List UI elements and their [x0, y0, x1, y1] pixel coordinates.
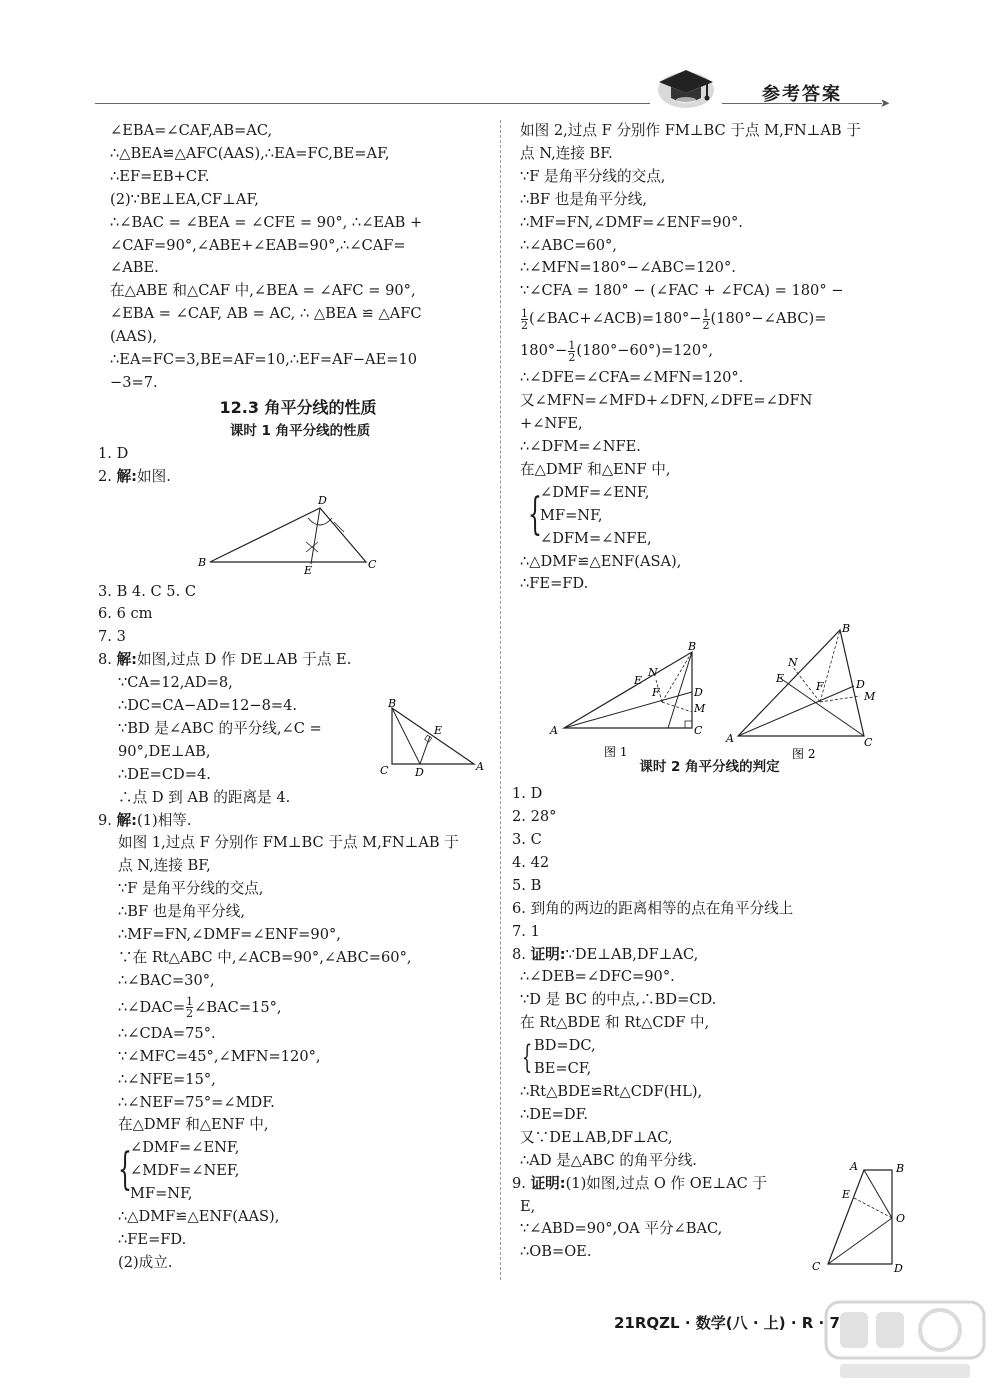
point-label: O — [896, 1212, 906, 1225]
text-line: ∴EF=EB+CF. — [110, 167, 210, 185]
text-line: 点 N,连接 BF, — [118, 857, 211, 875]
text-line: ∠DMF=∠ENF, — [540, 483, 650, 501]
text-line: ∴点 D 到 AB 的距离是 4. — [118, 788, 291, 806]
text-line: ∵BD 是∠ABC 的平分线,∠C = — [118, 719, 322, 737]
figure-caption: 图 2 — [792, 747, 816, 761]
text-line: ∴AD 是△ABC 的角平分线. — [520, 1151, 697, 1169]
point-label: E — [304, 564, 313, 574]
text-line: 如图 1,过点 F 分别作 FM⊥BC 于点 M,FN⊥AB 于 — [118, 834, 459, 852]
answer-number: 8. — [512, 945, 531, 963]
point-label: F — [652, 686, 660, 699]
point-label: D — [694, 686, 703, 699]
text-line: BD=DC, — [534, 1037, 596, 1055]
text-line: 在△DMF 和△ENF 中, — [520, 460, 671, 478]
fraction — [568, 340, 575, 363]
text-line: E, — [520, 1197, 536, 1215]
point-label: N — [788, 656, 798, 669]
text-line: ∴∠CDA=75°. — [118, 1024, 216, 1042]
text-line: BE=CF, — [534, 1060, 592, 1078]
answer-number: 8. — [98, 651, 117, 669]
answer-label: 解: — [116, 811, 138, 829]
answer-6: 6. 到角的两边的距离相等的点在角平分线上 — [512, 899, 794, 917]
text-line: ∠DMF=∠ENF, — [130, 1139, 240, 1157]
text-line: 在△ABE 和△CAF 中,∠BEA = ∠AFC = 90°, — [110, 282, 416, 300]
answer-label: 证明: — [530, 945, 566, 963]
answer-number: 9. — [98, 811, 117, 829]
point-label: D — [415, 766, 424, 778]
text-line: ∴BF 也是角平分线, — [520, 190, 647, 208]
brace-system — [512, 1035, 907, 1081]
answer-6: 6. 6 cm — [98, 605, 153, 623]
text-line: 在 Rt△BDE 和 Rt△CDF 中, — [520, 1014, 710, 1032]
math-text: (∠BAC+∠ACB)=180°− — [529, 310, 702, 328]
text-line: ∴DE=DF. — [520, 1105, 589, 1123]
point-label: A — [550, 724, 558, 737]
answer-4: 4. 42 — [512, 853, 550, 871]
point-label: C — [380, 764, 389, 777]
answer-3: 3. C — [512, 831, 542, 849]
fraction-line — [110, 993, 490, 1023]
brace-icon: { — [118, 1144, 132, 1196]
text-line: (2)成立. — [118, 1253, 173, 1271]
text-line: ∵∠MFC=45°,∠MFN=120°, — [118, 1047, 321, 1065]
text-line: ∵F 是角平分线的交点, — [520, 167, 666, 185]
triangle-figure-q8 — [378, 698, 486, 778]
answer-text: ∵DE⊥AB,DF⊥AC, — [565, 945, 699, 963]
answer-text: 如图,过点 D 作 DE⊥AB 于点 E. — [137, 651, 352, 669]
text-line: ∴DC=CA−AD=12−8=4. — [118, 697, 298, 715]
text-line: ∠EBA = ∠CAF, AB = AC, ∴ △BEA ≌ △AFC — [110, 305, 422, 323]
text-line: ∴△DMF≌△ENF(ASA), — [520, 552, 682, 570]
text-line: ∠MDF=∠NEF, — [130, 1162, 240, 1180]
text-line: ∴∠DEB=∠DFC=90°. — [520, 968, 675, 986]
point-label: D — [318, 494, 327, 507]
text-line: 点 N,连接 BF. — [520, 144, 613, 162]
point-label: E — [634, 674, 643, 687]
answer-7: 7. 1 — [512, 922, 540, 940]
text-line: MF=NF, — [130, 1185, 193, 1203]
answer-3-5: 3. B 4. C 5. C — [98, 582, 197, 600]
graduation-cap-icon — [655, 60, 717, 112]
text-line: ∴∠BAC=30°, — [118, 971, 215, 989]
answer-label: 证明: — [530, 1174, 566, 1192]
text-line: ∴∠BAC = ∠BEA = ∠CFE = 90°, ∴∠EAB + — [110, 213, 423, 231]
answer-number: 9. — [512, 1174, 531, 1192]
answer-2: 2. 28° — [512, 808, 557, 826]
text-line: ∵F 是角平分线的交点, — [118, 880, 264, 898]
answer-label: 解: — [116, 651, 138, 669]
answer-label: 解: — [116, 467, 138, 485]
point-label: E — [434, 724, 443, 737]
point-label: E — [842, 1188, 851, 1201]
text-line: ∠EBA=∠CAF,AB=AC, — [110, 122, 273, 139]
answer-1: 1. D — [512, 785, 543, 803]
text-line: ∴△DMF≌△ENF(AAS), — [118, 1208, 280, 1226]
answer-2 — [98, 466, 490, 489]
watermark-logo — [820, 1296, 990, 1386]
point-label: M — [864, 690, 876, 703]
text-line: ∴MF=FN,∠DMF=∠ENF=90°. — [520, 213, 743, 231]
text-line: ∵在 Rt△ABC 中,∠ACB=90°,∠ABC=60°, — [118, 949, 412, 966]
text-line: ∴∠DFE=∠CFA=∠MFN=120°. — [520, 369, 744, 387]
text-line: ∴DE=CD=4. — [118, 765, 211, 783]
text-line: ∴OB=OE. — [520, 1243, 592, 1261]
fraction-numerator: 1 — [702, 306, 710, 320]
text-line: ∵∠CFA = 180° − (∠FAC + ∠FCA) = 180° − — [520, 282, 844, 300]
math-text: ∴∠DAC= — [118, 998, 186, 1016]
text-line: −3=7. — [110, 373, 158, 391]
text-line: ∠ABE. — [110, 259, 159, 277]
answer-9 — [98, 810, 490, 833]
answer-7: 7. 3 — [98, 628, 126, 646]
point-label: C — [368, 558, 377, 571]
figure-caption: 图 1 — [604, 745, 628, 759]
text-line: (2)∵BE⊥EA,CF⊥AF, — [110, 190, 259, 208]
text-line: ∴Rt△BDE≌Rt△CDF(HL), — [520, 1083, 703, 1100]
text-line: ∵CA=12,AD=8, — [118, 674, 233, 692]
point-label: A — [726, 732, 734, 745]
fraction-numerator: 1 — [568, 338, 576, 352]
text-line: ∠DFM=∠NFE, — [540, 529, 652, 547]
fraction-line — [512, 303, 907, 335]
page-footer: 21RQZL · 数学(八 · 上) · R · 7 — [614, 1314, 840, 1332]
brace-system — [110, 1137, 490, 1206]
point-label: B — [896, 1162, 905, 1175]
text-line: ∴△BEA≌△AFC(AAS),∴EA=FC,BE=AF, — [110, 144, 390, 162]
point-label: E — [776, 672, 785, 685]
figure-2 — [722, 620, 892, 768]
point-label: B — [198, 556, 207, 569]
answer-text: (1)如图,过点 O 作 OE⊥AC 于 — [565, 1174, 768, 1192]
point-label: N — [648, 666, 658, 679]
answer-8 — [98, 649, 490, 672]
fraction — [186, 996, 193, 1019]
answer-text: 如图. — [137, 467, 171, 485]
text-line: ∴∠DFM=∠NFE. — [520, 437, 641, 455]
point-label: D — [894, 1262, 903, 1275]
point-label: B — [388, 698, 397, 710]
text-line: ∴∠NFE=15°, — [118, 1070, 216, 1088]
point-label: C — [812, 1260, 821, 1273]
fraction-numerator: 1 — [186, 995, 194, 1009]
text-line: MF=NF, — [540, 506, 603, 524]
point-label: B — [842, 622, 851, 635]
answer-5: 5. B — [512, 876, 542, 894]
answer-number: 2. — [98, 467, 117, 485]
answer-text: (1)相等. — [137, 811, 192, 829]
fraction-numerator: 1 — [521, 306, 528, 320]
triangle-figure-q2 — [196, 492, 386, 574]
figure-q9 — [806, 1158, 912, 1278]
fraction — [521, 308, 528, 331]
brace-lines — [540, 482, 652, 551]
text-line: 又∠MFN=∠MFD+∠DFN,∠DFE=∠DFN — [520, 392, 813, 410]
math-text: ∠BAC=15°, — [194, 998, 282, 1016]
text-line: ∴∠MFN=180°−∠ABC=120°. — [520, 259, 736, 277]
text-line: ∵∠ABD=90°,OA 平分∠BAC, — [520, 1220, 723, 1238]
text-line: ∴BF 也是角平分线, — [118, 903, 245, 921]
answer-8 — [512, 944, 907, 967]
point-label: D — [856, 678, 865, 691]
fraction — [703, 308, 710, 331]
math-text: (180°−∠ABC)= — [710, 310, 827, 328]
brace-lines — [534, 1035, 596, 1081]
header-rule-left — [95, 103, 650, 104]
point-label: A — [476, 760, 484, 773]
text-line: ∴FE=FD. — [520, 575, 589, 593]
point-label: C — [694, 724, 703, 737]
text-line: ∠CAF=90°,∠ABE+∠EAB=90°,∴∠CAF= — [110, 236, 406, 254]
brace-system — [512, 482, 907, 551]
text-line: 在△DMF 和△ENF 中, — [118, 1116, 269, 1134]
math-text: (180°−60°)=120°, — [576, 342, 714, 360]
brace-icon: { — [528, 488, 542, 540]
math-text: 180°− — [520, 342, 568, 360]
text-line: 又∵DE⊥AB,DF⊥AC, — [520, 1128, 673, 1146]
text-line: ∴EA=FC=3,BE=AF=10,∴EF=AF−AE=10 — [110, 351, 418, 369]
text-line: 90°,DE⊥AB, — [118, 742, 211, 760]
brace-icon: { — [522, 1038, 533, 1077]
fraction-denominator: 2 — [702, 318, 710, 332]
point-label: B — [688, 640, 697, 653]
arrow-right-icon: ➤ — [880, 96, 891, 110]
text-line: (AAS), — [110, 328, 158, 346]
text-line: ∴FE=FD. — [118, 1230, 187, 1248]
text-line: ∴∠NEF=75°=∠MDF. — [118, 1093, 275, 1111]
point-label: F — [816, 680, 824, 693]
header-title: 参考答案 — [762, 84, 842, 105]
text-line: +∠NFE, — [520, 415, 583, 433]
fraction-denominator: 2 — [568, 350, 576, 364]
figure-1 — [544, 640, 714, 765]
answer-1: 1. D — [98, 444, 129, 462]
fraction-line — [512, 335, 907, 367]
text-line: ∴∠ABC=60°, — [520, 236, 617, 254]
column-divider — [500, 120, 501, 1280]
fraction-denominator: 2 — [521, 318, 528, 332]
point-label: A — [850, 1160, 858, 1173]
fraction-denominator: 2 — [186, 1007, 194, 1021]
lesson-title: 课时 2 角平分线的判定 — [639, 759, 780, 776]
text-line: ∵D 是 BC 的中点,∴BD=CD. — [520, 991, 717, 1009]
brace-lines — [130, 1137, 239, 1206]
point-label: C — [864, 736, 873, 749]
point-label: M — [694, 702, 706, 715]
text-line: 如图 2,过点 F 分别作 FM⊥BC 于点 M,FN⊥AB 于 — [520, 122, 861, 139]
section-title: 12.3 角平分线的性质 — [219, 397, 377, 417]
lesson-title: 课时 1 角平分线的性质 — [229, 422, 371, 439]
text-line: ∴MF=FN,∠DMF=∠ENF=90°, — [118, 926, 341, 944]
